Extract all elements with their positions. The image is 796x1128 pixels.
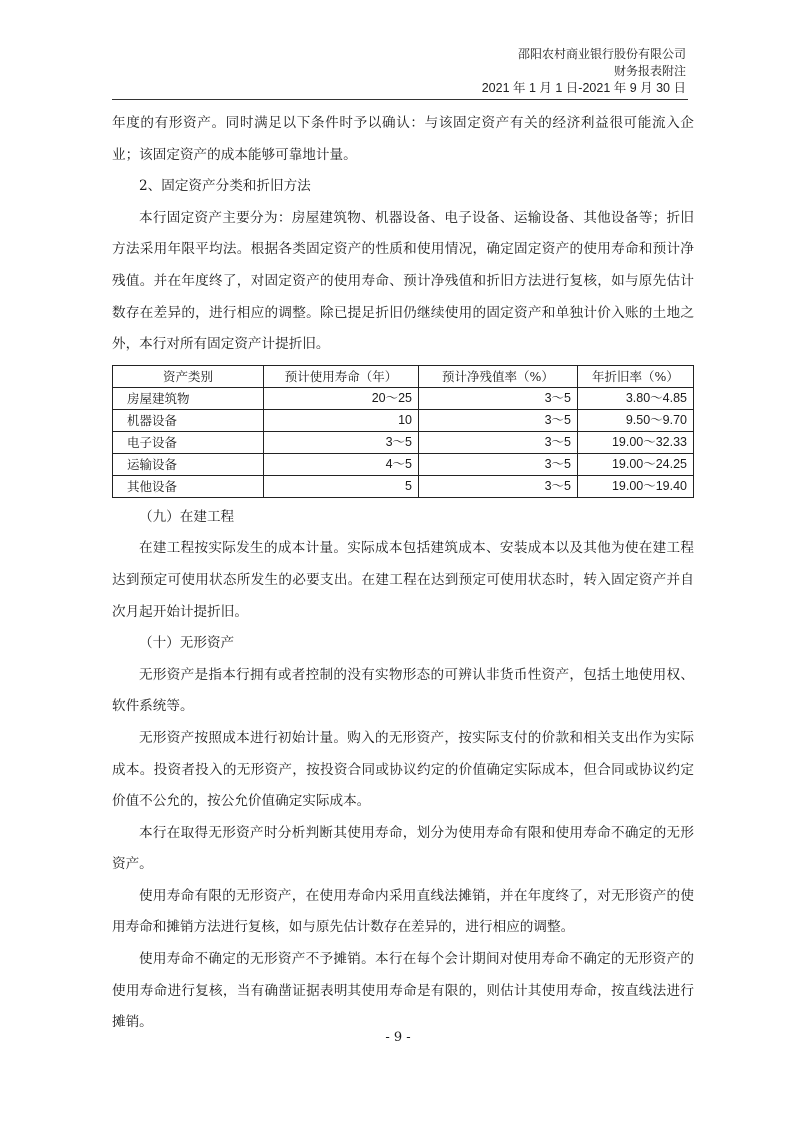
column-header-residual-rate: 预计净残值率（%）	[419, 365, 578, 387]
cell-useful-life: 4～5	[264, 453, 419, 475]
cell-useful-life: 5	[264, 475, 419, 497]
cell-category: 房屋建筑物	[113, 387, 264, 409]
cell-depreciation-rate: 19.00～24.25	[578, 453, 694, 475]
cell-depreciation-rate: 19.00～32.33	[578, 431, 694, 453]
cell-category: 电子设备	[113, 431, 264, 453]
page-number: - 9 -	[385, 1030, 411, 1045]
cell-depreciation-rate: 9.50～9.70	[578, 409, 694, 431]
cell-residual-rate: 3～5	[419, 409, 578, 431]
header-divider	[112, 99, 688, 100]
cell-useful-life: 10	[264, 409, 419, 431]
cell-residual-rate: 3～5	[419, 431, 578, 453]
document-type: 财务报表附注	[613, 64, 686, 78]
section-heading-classification: 2、固定资产分类和折旧方法	[139, 178, 311, 195]
cell-residual-rate: 3～5	[419, 475, 578, 497]
page-header	[482, 46, 686, 97]
table-row	[113, 387, 694, 409]
cell-residual-rate: 3～5	[419, 387, 578, 409]
company-name: 邵阳农村商业银行股份有限公司	[517, 47, 686, 61]
cell-residual-rate: 3～5	[419, 453, 578, 475]
depreciation-table	[112, 365, 694, 498]
table-row	[113, 453, 694, 475]
section-heading-construction: （九）在建工程	[139, 508, 235, 525]
cell-depreciation-rate: 3.80～4.85	[578, 387, 694, 409]
paragraph-indefinite-life: 使用寿命不确定的无形资产不予摊销。本行在每个会计期间对使用寿命不确定的无形资产的使用寿命进行复核，当有确凿证据表明其使用寿命是有限的，则估计其使用寿命，按直线法进行摊销。	[112, 951, 694, 1031]
report-period: 2021 年 1 月 1 日-2021 年 9 月 30 日	[481, 81, 686, 95]
cell-category: 机器设备	[113, 409, 264, 431]
cell-category: 运输设备	[113, 453, 264, 475]
column-header-category: 资产类别	[113, 365, 264, 387]
paragraph-intangible-measurement: 无形资产按照成本进行初始计量。购入的无形资产，按实际支付的价款和相关支出作为实际成本。投资者投入的无形资产，按投资合同或协议约定的价值确定实际成本，但合同或协议约定价值不公允的，按公允价值确定实际成本。	[112, 729, 694, 810]
paragraph-fixed-asset-recognition: 年度的有形资产。同时满足以下条件时予以确认：与该固定资产有关的经济利益很可能流入企业；该固定资产的成本能够可靠地计量。	[112, 115, 694, 163]
cell-useful-life: 3～5	[264, 431, 419, 453]
table-row	[113, 431, 694, 453]
document-body	[112, 108, 694, 1039]
column-header-useful-life: 预计使用寿命（年）	[264, 365, 419, 387]
cell-depreciation-rate: 19.00～19.40	[578, 475, 694, 497]
paragraph-intangible-definition: 无形资产是指本行拥有或者控制的没有实物形态的可辨认非货币性资产，包括土地使用权、软件系统等。	[112, 666, 694, 715]
cell-useful-life: 20～25	[264, 387, 419, 409]
column-header-depreciation-rate: 年折旧率（%）	[578, 365, 694, 387]
cell-category: 其他设备	[113, 475, 264, 497]
paragraph-finite-life-amortization: 使用寿命有限的无形资产，在使用寿命内采用直线法摊销，并在年度终了，对无形资产的使用寿命和摊销方法进行复核，如与原先估计数存在差异的，进行相应的调整。	[112, 887, 694, 936]
table-header-row	[113, 365, 694, 387]
paragraph-useful-life-judgement: 本行在取得无形资产时分析判断其使用寿命，划分为使用寿命有限和使用寿命不确定的无形资产。	[112, 824, 694, 873]
table-row	[113, 409, 694, 431]
paragraph-construction-cost: 在建工程按实际发生的成本计量。实际成本包括建筑成本、安装成本以及其他为使在建工程达到预定可使用状态所发生的必要支出。在建工程在达到预定可使用状态时，转入固定资产并自次月起开始计提折旧。	[112, 540, 694, 620]
table-row	[113, 475, 694, 497]
paragraph-depreciation-method: 本行固定资产主要分为：房屋建筑物、机器设备、电子设备、运输设备、其他设备等；折旧方法采用年限平均法。根据各类固定资产的性质和使用情况，确定固定资产的使用寿命和预计净残值。并在年度终了，对固定资产的使用寿命、预计净残值和折旧方法进行复核，如与原先估计数存在差异的，进行相应的调整。除已提足折旧仍继续使用的固定资产和单独计价入账的土地之外，本行对所有固定资产计提折旧。	[112, 209, 694, 353]
section-heading-intangibles: （十）无形资产	[139, 635, 235, 652]
